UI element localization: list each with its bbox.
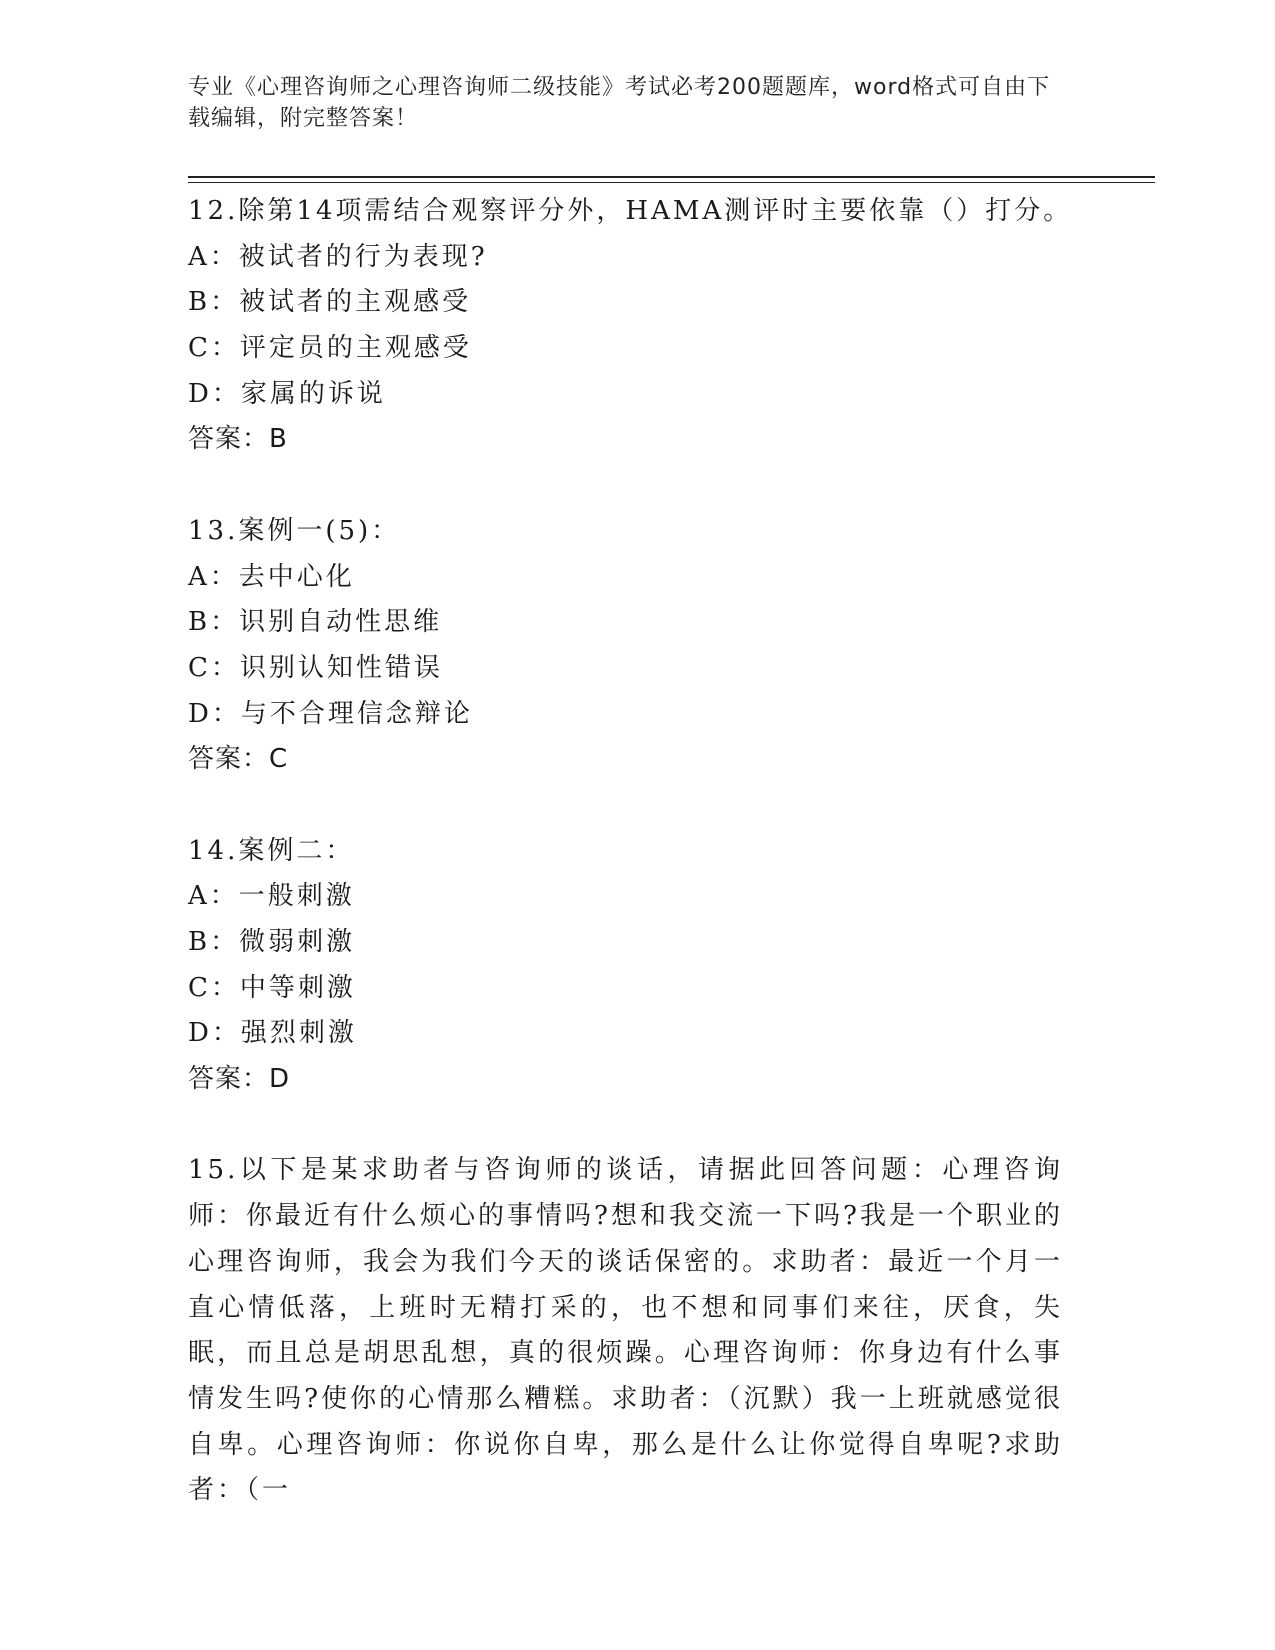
answer: 答案：D (188, 1064, 291, 1095)
option-d: D：强烈刺激 (188, 1018, 357, 1049)
answer: 答案：B (188, 424, 288, 455)
spacer (188, 783, 1068, 829)
spacer (188, 463, 1068, 509)
question-13 (188, 509, 1068, 783)
option-a: A：去中心化 (188, 561, 355, 592)
option-a: A：一般刺激 (188, 881, 355, 912)
answer: 答案：C (188, 744, 289, 775)
option-b: B：微弱刺激 (188, 927, 356, 957)
option-b: B：被试者的主观感受 (188, 287, 472, 318)
header-rule-thick (188, 176, 1155, 178)
question-15: 15.以下是某求助者与咨询师的谈话，请据此回答问题：心理咨询师：你最近有什么烦心的事情吗?想和我交流一下吗?我是一个职业的心理咨询师，我会为我们今天的谈话保密的。求助者：最近一个月一直心情低落，上班时无精打采的，也不想和同事们来往，厌食，失眠，而且总是胡思乱想，真的很烦躁。心理咨询师：你身边有什么事情发生吗?使你的心情那么糟糕。求助者：（沉默）我一上班就感觉很自卑。心理咨询师：你说你自卑，那么是什么让你觉得自卑呢?求助者：（一 (188, 1155, 1063, 1506)
header-rule-thin (188, 182, 1155, 183)
option-a: A：被试者的行为表现? (188, 241, 488, 272)
option-c: C：中等刺激 (188, 972, 356, 1003)
question-list (188, 189, 1073, 1514)
option-d: D：与不合理信念辩论 (188, 698, 473, 729)
document-header: 专业《心理咨询师之心理咨询师二级技能》考试必考200题题库，word格式可自由下载编辑，附完整答案！ (188, 75, 1051, 131)
option-c: C：评定员的主观感受 (188, 333, 472, 364)
option-b: B：识别自动性思维 (188, 607, 443, 638)
question-stem: 12.除第14项需结合观察评分外，HAMA测评时主要依靠（）打分。 (188, 196, 1073, 226)
option-d: D：家属的诉说 (188, 378, 386, 409)
question-stem: 14.案例二： (188, 835, 355, 866)
question-14 (188, 829, 1068, 1103)
question-stem: 13.案例一(5)： (188, 515, 401, 546)
spacer (188, 1103, 1068, 1149)
question-12 (188, 189, 1073, 463)
option-c: C：识别认知性错误 (188, 652, 443, 683)
